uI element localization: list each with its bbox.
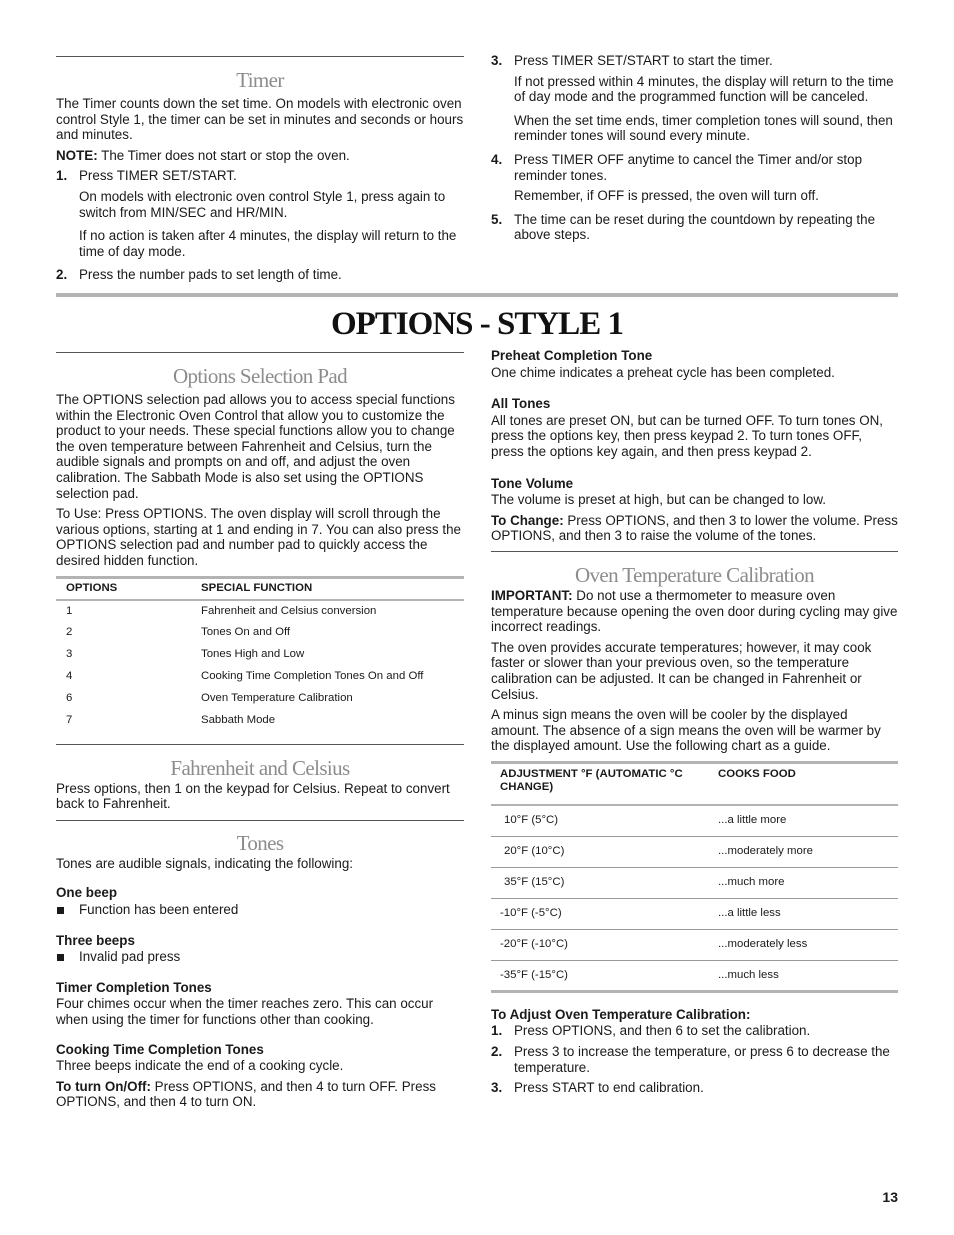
options-pad-p1: The OPTIONS selection pad allows you to access special functions within the Electronic Oven Control that allow you to customize the product to your needs. These special functions allow you to change the oven temperature between Fahrenheit and Celsius, turn the audible signals and prompts on and off, and adjust the oven calibration. The Sabbath Mode is also set using the OPTIONS selection pad. [56,392,455,501]
table-header: COOKS FOOD [709,762,898,805]
table-row: 6 Oven Temperature Calibration [66,692,353,705]
timer-steps-continued [491,53,898,248]
preheat-heading: Preheat Completion Tone [491,348,653,363]
three-beeps-heading: Three beeps [56,932,135,948]
table-row: 35°F (15°C) ...much more [491,867,898,898]
table-row: 3 Tones High and Low [66,648,305,661]
all-tones-text: All tones are preset ON, but can be turned OFF. To turn tones ON, press the options key, then press keypad 2. To turn tones OFF, press the options key again, and then press keypad 2. [491,412,883,459]
options-pad-p2: To Use: Press OPTIONS. The oven display will scroll through the various options, starting at 1 and ending in 7. You can also press the OPTIONS selection pad and number pad to quickly access the desired hidden function. [56,506,461,568]
calibration-p2: The oven provides accurate temperatures; however, it may cook faster or slower than your previous oven, so the temperature calibration can be adjusted. It can be changed in Fahrenheit or Celsius. [491,639,872,702]
calibration-title: Oven Temperature Calibration [574,562,815,587]
table-row: 20°F (10°C) ...moderately more [491,836,898,867]
timer-section [56,56,464,288]
table-row: 4 Cooking Time Completion Tones On and Off [66,670,424,683]
left-column [56,352,464,1115]
bullet-icon [57,907,64,914]
divider [491,551,898,552]
calibration-table [491,761,898,993]
timer-step-2: 2. Press the number pads to set length of time. [56,267,342,283]
timer-step-1: 1. Press TIMER SET/START. On models with electronic oven control Style 1, press again to switch from MIN/SEC and HR/MIN. If no action is taken after 4 minutes, the display will return to the time of day mode. [56,168,457,259]
list-item: Function has been entered [56,902,464,918]
calibration-p3: A minus sign means the oven will be cooler by the displayed amount. The absence of a sign means the oven will be warmer by the displayed amount. Use the following chart as a guide. [491,707,881,754]
preheat-text: One chime indicates a preheat cycle has been completed. [491,364,835,380]
turn-on-off-text: To turn On/Off: Press OPTIONS, and then 4 to turn OFF. Press OPTIONS, and then 4 to turn ON. [56,1078,436,1110]
tone-volume-text: The volume is preset at high, but can be changed to low. [491,492,826,508]
timer-step-3: 3. Press TIMER SET/START to start the timer. If not pressed within 4 minutes, the display will return to the time of day mode and the programmed function will be canceled. When the set time ends, timer completion tones will sound, then reminder tones will sound every minute. [491,53,894,144]
tone-volume-heading: Tone Volume [491,475,574,491]
timer-note: NOTE: The Timer does not start or stop the oven. [56,147,350,163]
table-header: ADJUSTMENT °F (AUTOMATIC °C CHANGE) [491,762,709,805]
table-row: 1 Fahrenheit and Celsius conversion [66,604,377,617]
table-row: -20°F (-10°C) ...moderately less [491,929,898,960]
adjust-heading: To Adjust Oven Temperature Calibration: [491,1006,751,1022]
tones-title: Tones [236,830,284,855]
calibration-step-3: 3. Press START to end calibration. [491,1080,704,1096]
calibration-important: IMPORTANT: Do not use a thermometer to measure oven temperature because opening the oven door during cycling may give incorrect readings. [491,587,898,635]
timer-step-4: 4. Press TIMER OFF anytime to cancel the Timer and/or stop reminder tones. Remember, if OFF is pressed, the oven will turn off. [491,151,863,204]
list-item: Invalid pad press [56,949,464,965]
timer-completion-text: Four chimes occur when the timer reaches zero. This can occur when using the timer for functions other than cooking. [56,996,434,1027]
cooking-completion-text: Three beeps indicate the end of a cooking cycle. [56,1058,344,1074]
one-beep-heading: One beep [56,885,118,901]
divider [56,352,464,353]
table-row: 7 Sabbath Mode [66,714,276,727]
fahrenheit-text: Press options, then 1 on the keypad for Celsius. Repeat to convert back to Fahrenheit. [56,780,450,812]
divider [56,56,464,57]
calibration-step-2: 2. Press 3 to increase the temperature, or press 6 to decrease the temperature. [491,1044,890,1075]
calibration-step-1: 1. Press OPTIONS, and then 6 to set the calibration. [491,1023,811,1039]
table-row: -35°F (-15°C) ...much less [500,968,779,981]
divider [56,820,464,821]
page-title: OPTIONS - STYLE 1 [331,306,623,342]
options-pad-title: Options Selection Pad [172,364,348,388]
tones-intro: Tones are audible signals, indicating the following: [56,855,354,871]
timer-completion-heading: Timer Completion Tones [56,979,212,995]
bullet-icon [57,954,64,961]
timer-title: Timer [236,68,284,92]
to-change-text: To Change: Press OPTIONS, and then 3 to lower the volume. Press OPTIONS, and then 3 to raise the volume of the tones. [491,512,898,544]
table-row: 2 Tones On and Off [66,626,291,639]
section-divider [56,293,898,297]
timer-step-5: 5. The time can be reset during the countdown by repeating the above steps. [491,211,876,243]
cooking-completion-heading: Cooking Time Completion Tones [56,1041,264,1057]
fahrenheit-title: Fahrenheit and Celsius [170,755,350,780]
table-header: OPTIONS [56,577,191,600]
table-header: SPECIAL FUNCTION [191,577,464,600]
timer-intro: The Timer counts down the set time. On models with electronic oven control Style 1, the timer can be set in minutes and seconds or hours and minutes. [56,96,464,143]
all-tones-heading: All Tones [491,396,551,412]
options-table [56,576,464,745]
table-row: 10°F (5°C) ...a little more [491,805,898,836]
right-column [491,348,898,1101]
table-row: -10°F (-5°C) ...a little less [491,898,898,929]
page-number: 13 [882,1189,898,1205]
